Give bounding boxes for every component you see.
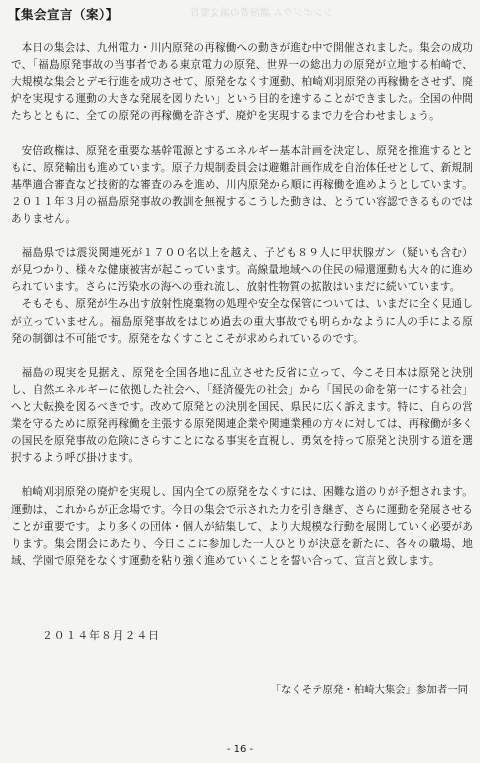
- declaration-date: ２０１４年８月２４日: [42, 629, 160, 642]
- paragraph-4: そもそも、原発が生み出す放射性廃棄物の処理や安全な保管については、いまだに全く見通しが立っていません。福島原発事故をはじめ過去の重大事故でも明らかなように人の手による原発の制御は不可能です。原発をなくすことこそが求められているのです。: [11, 298, 473, 345]
- declaration-body: [11, 40, 473, 587]
- declaration-heading: 【集会宣言（案）】: [8, 7, 119, 22]
- show-through-text: シンポジウム 講演者の論文要旨: [190, 8, 333, 19]
- paragraph-2: 安倍政権は、原発を重要な基幹電源とするエネルギー基本計画を決定し、原発を推進するとともに、原発輸出も進めています。原子力規制委員会は避難計画作成を自治体任せとして、新規制基準適合審査など技術的な審査のみを進め、川内原発から順に再稼働を進めようとしています。２０１１年３月の福島原発事故の教訓を無視するこうした動きは、とうてい容認できるものではありません。: [11, 144, 473, 225]
- paragraph-6: 柏崎刈羽原発の廃炉を実現し、国内全ての原発をなくすには、困難な道のりが予想されます。運動は、これからが正念場です。今日の集会で示された力を引き継ぎ、さらに運動を発展させることが重要です。より多くの団体・個人が結集して、より大規模な行動を展開していく必要があります。集会閉会にあたり、今日ここに参加した一人ひとりが決意を新たに、各々の職場、地域、学園で原発をなくす運動を粘り強く進めていくことを誓い合って、宣言と致します。: [11, 486, 473, 567]
- paragraph-1: 本日の集会は、九州電力・川内原発の再稼働への動きが進む中で開催されました。集会の成功で、「福島原発事故の当事者である東京電力の原発、世界一の総出力の原発が立地する柏崎で、大規模な集会とデモ行進を成功させて、原発をなくす運動、柏崎刈羽原発の再稼働をさせず、廃炉を実現する運動の大きな発展を図りたい」という目的を達することができました。全国の仲間たちとともに、全ての原発の再稼働を許さず、廃炉を実現するまで力を合わせましょう。: [11, 42, 473, 123]
- paragraph-5: 福島の現実を見据え、原発を全国各地に乱立させた反省に立って、今こそ日本は原発と決別し、自然エネルギーに依拠した社会へ、「経済優先の社会」から「国民の命を第一にする社会」へと大転換を図るべきです。改めて原発との決別を国民、県民に広く訴えます。特に、自らの営業を守るために原発再稼働を主張する原発関連企業や関連業種の方々に対しては、再稼働が多くの国民を原発事故の危険にさらすことになる事実を直視し、勇気を持って原発と決別する道を選択するよう呼び掛けます。: [11, 366, 473, 465]
- page-number: - 16 -: [226, 744, 254, 755]
- paragraph-3: 福島県では震災関連死が１７００名以上を越え、子ども８９人に甲状腺ガン（疑いも含む）が見つかり、様々な健康被害が起こっています。高線量地域への住民の帰還運動も大々的に進められています。さらに汚染水の海への垂れ流し、放射性物質の拡散はいまだに続いています。: [11, 247, 473, 294]
- signatory: 「なくそテ原発・柏崎大集会」参加者一同: [270, 684, 468, 696]
